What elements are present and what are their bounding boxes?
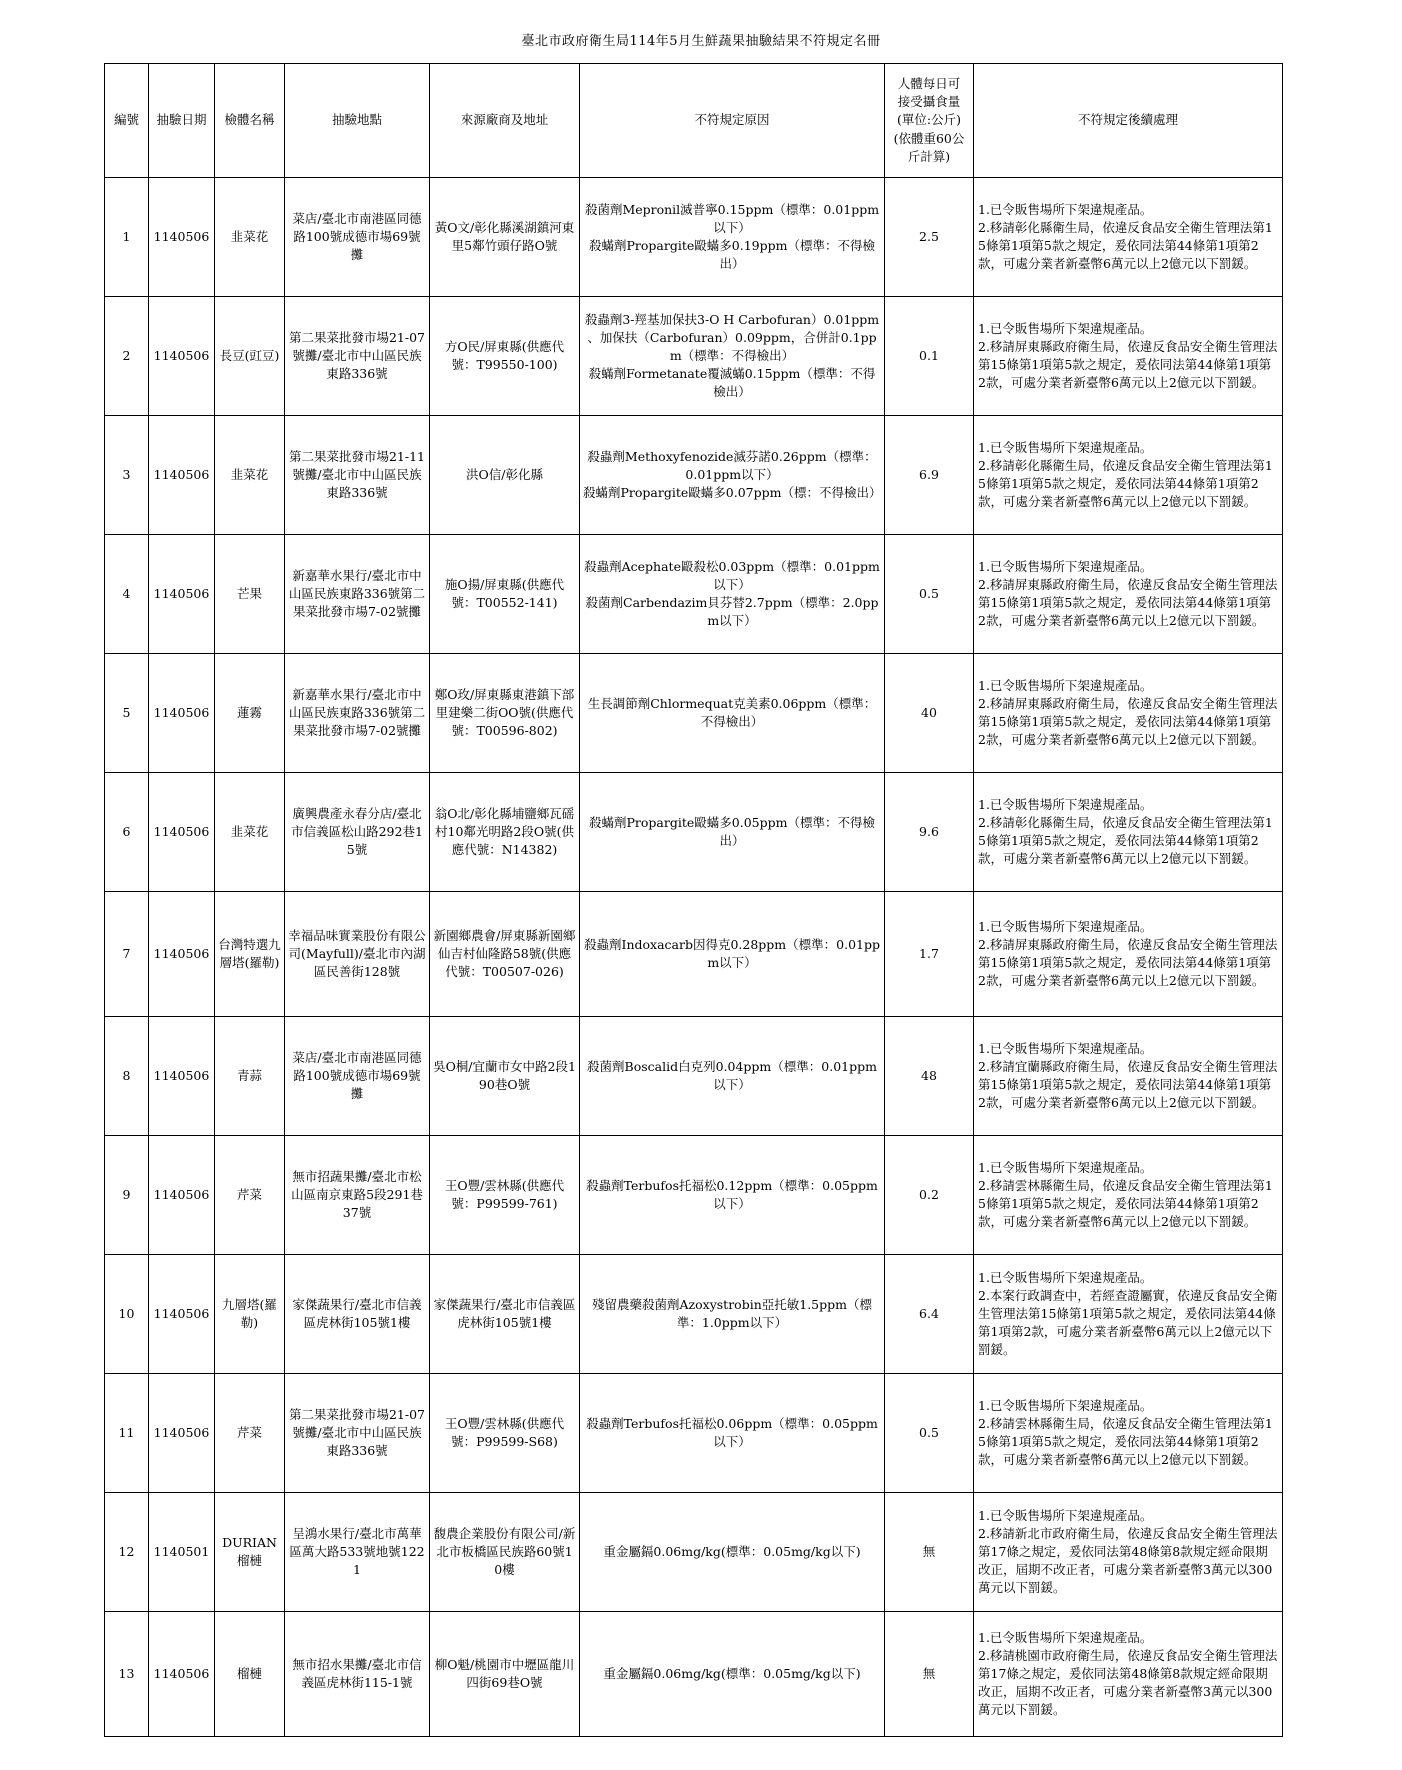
cell-place: 無市招蔬果攤/臺北市松山區南京東路5段291巷37號: [285, 1136, 430, 1255]
cell-no: 11: [105, 1374, 149, 1493]
followup-line: 2.移請宜蘭縣政府衛生局，依違反食品安全衛生管理法第15條第1項第5款之規定，爰依同法第44條第1項第2款，可處分業者新臺幣6萬元以上2億元以下罰鍰。: [978, 1058, 1278, 1111]
cell-source: 施O揚/屏東縣(供應代號：T00552-141): [430, 535, 580, 654]
cell-place: 新嘉華水果行/臺北市中山區民族東路336號第二果菜批發市場7-02號攤: [285, 654, 430, 773]
followup-line: 2.移請彰化縣衛生局，依違反食品安全衛生管理法第15條第1項第5款之規定，爰依同法第44條第1項第2款，可處分業者新臺幣6萬元以上2億元以下罰鍰。: [978, 219, 1273, 272]
table-row: [105, 1255, 1283, 1374]
cell-source: 王O豐/雲林縣(供應代號：P99599-S68): [430, 1374, 580, 1493]
followup-line: 1.已令販售場所下架違規產品。: [978, 1159, 1153, 1175]
header-intake-line: 接受攝食量: [897, 94, 961, 110]
cell-name: 芹菜: [215, 1374, 285, 1493]
followup-line: 1.已令販售場所下架違規產品。: [978, 201, 1153, 217]
followup-line: 2.移請彰化縣衛生局，依違反食品安全衛生管理法第15條第1項第5款之規定，爰依同法第44條第1項第2款，可處分業者新臺幣6萬元以上2億元以下罰鍰。: [978, 457, 1273, 510]
table-row: [105, 416, 1283, 535]
cell-intake: 0.5: [885, 535, 974, 654]
reason-line: 生長調節劑Chlormequat克美素0.06ppm（標準：不得檢出）: [587, 695, 877, 729]
cell-date: 1140506: [149, 654, 215, 773]
cell-name: 青蒜: [215, 1017, 285, 1136]
cell-date: 1140506: [149, 1017, 215, 1136]
cell-date: 1140506: [149, 416, 215, 535]
cell-no: 8: [105, 1017, 149, 1136]
cell-source: 王O豐/雲林縣(供應代號：P99599-761): [430, 1136, 580, 1255]
cell-source: 洪O信/彰化縣: [430, 416, 580, 535]
cell-intake: 0.5: [885, 1374, 974, 1493]
table-row: [105, 1136, 1283, 1255]
cell-name: 九層塔(羅勒): [215, 1255, 285, 1374]
header-intake: [885, 64, 974, 178]
cell-followup: [974, 654, 1283, 773]
cell-source: 吳O桐/宜蘭市女中路2段190巷O號: [430, 1017, 580, 1136]
cell-reason: [580, 1136, 885, 1255]
cell-intake: 1.7: [885, 892, 974, 1017]
cell-reason: [580, 1493, 885, 1612]
followup-line: 1.已令販售場所下架違規產品。: [978, 1507, 1153, 1523]
results-table: [104, 63, 1283, 1737]
cell-place: 第二果菜批發市場21-11號攤/臺北市中山區民族東路336號: [285, 416, 430, 535]
cell-followup: [974, 1136, 1283, 1255]
cell-intake: 0.2: [885, 1136, 974, 1255]
table-row: [105, 1493, 1283, 1612]
reason-line: 殺蟲劑Methoxyfenozide滅芬諾0.26ppm（標準：0.01ppm以下）: [587, 448, 877, 482]
followup-line: 2.本案行政調查中，若經查證屬實，依違反食品安全衛生管理法第15條第1項第5款之規定，爰依同法第44條第1項第2款，可處分業者新臺幣6萬元以上2億元以下罰鍰。: [978, 1287, 1278, 1358]
cell-date: 1140506: [149, 773, 215, 892]
reason-line: 殺蟎劑Propargite毆蟎多0.05ppm（標準：不得檢出）: [589, 814, 875, 848]
cell-place: 新嘉華水果行/臺北市中山區民族東路336號第二果菜批發市場7-02號攤: [285, 535, 430, 654]
cell-followup: [974, 1612, 1283, 1737]
followup-line: 1.已令販售場所下架違規產品。: [978, 1040, 1153, 1056]
cell-name: 長豆(豇豆): [215, 297, 285, 416]
cell-intake: 9.6: [885, 773, 974, 892]
header-row: [105, 64, 1283, 178]
reason-line: 重金屬鎘0.06mg/kg(標準：0.05mg/kg以下): [603, 1665, 861, 1681]
cell-reason: [580, 654, 885, 773]
cell-date: 1140506: [149, 178, 215, 297]
cell-date: 1140506: [149, 892, 215, 1017]
cell-reason: [580, 297, 885, 416]
cell-date: 1140506: [149, 1612, 215, 1737]
table-row: [105, 892, 1283, 1017]
cell-source: 鄭O玫/屏東縣東港鎮下部里建樂二街OO號(供應代號：T00596-802): [430, 654, 580, 773]
reason-line: 殺蟲劑Terbufos托福松0.12ppm（標準：0.05ppm以下）: [586, 1177, 878, 1211]
cell-place: 第二果菜批發市場21-07號攤/臺北市中山區民族東路336號: [285, 297, 430, 416]
followup-line: 1.已令販售場所下架違規產品。: [978, 796, 1153, 812]
table-row: [105, 297, 1283, 416]
cell-source: 柳O魁/桃園市中壢區龍川四街69巷O號: [430, 1612, 580, 1737]
cell-followup: [974, 297, 1283, 416]
cell-reason: [580, 773, 885, 892]
cell-source: 馥農企業股份有限公司/新北市板橋區民族路60號10樓: [430, 1493, 580, 1612]
cell-name: 蓮霧: [215, 654, 285, 773]
followup-line: 2.移請彰化縣衛生局，依違反食品安全衛生管理法第15條第1項第5款之規定，爰依同法第44條第1項第2款，可處分業者新臺幣6萬元以上2億元以下罰鍰。: [978, 814, 1273, 867]
cell-date: 1140506: [149, 297, 215, 416]
cell-followup: [974, 1255, 1283, 1374]
followup-line: 2.移請屏東縣政府衛生局，依違反食品安全衛生管理法第15條第1項第5款之規定，爰依同法第44條第1項第2款，可處分業者新臺幣6萬元以上2億元以下罰鍰。: [978, 695, 1278, 748]
header-intake-line: (依體重60公: [893, 130, 965, 146]
followup-line: 2.移請屏東縣政府衛生局，依違反食品安全衛生管理法第15條第1項第5款之規定，爰依同法第44條第1項第2款，可處分業者新臺幣6萬元以上2億元以下罰鍰。: [978, 576, 1278, 629]
table-row: [105, 535, 1283, 654]
cell-followup: [974, 178, 1283, 297]
cell-date: 1140506: [149, 1374, 215, 1493]
cell-no: 3: [105, 416, 149, 535]
reason-line: 殺蟲劑Terbufos托福松0.06ppm（標準：0.05ppm以下）: [586, 1415, 878, 1449]
followup-line: 1.已令販售場所下架違規產品。: [978, 558, 1153, 574]
cell-place: 幸福品味實業股份有限公司(Mayfull)/臺北市內湖區民善街128號: [285, 892, 430, 1017]
header-date: 抽驗日期: [149, 64, 215, 178]
cell-no: 9: [105, 1136, 149, 1255]
header-source: 來源廠商及地址: [430, 64, 580, 178]
cell-intake: 6.4: [885, 1255, 974, 1374]
cell-followup: [974, 535, 1283, 654]
cell-reason: [580, 1374, 885, 1493]
cell-reason: [580, 416, 885, 535]
table-row: [105, 178, 1283, 297]
cell-date: 1140501: [149, 1493, 215, 1612]
cell-place: 第二果菜批發市場21-07號攤/臺北市中山區民族東路336號: [285, 1374, 430, 1493]
header-intake-line: (單位:公斤): [897, 112, 961, 128]
cell-place: 菜店/臺北市南港區同德路100號成德市場69號攤: [285, 178, 430, 297]
cell-source: 方O民/屏東縣(供應代號：T99550-100): [430, 297, 580, 416]
cell-name: 台灣特選九層塔(羅勒): [215, 892, 285, 1017]
reason-line: 殺菌劑Mepronil滅普寧0.15ppm（標準：0.01ppm以下）: [584, 201, 880, 235]
cell-intake: 2.5: [885, 178, 974, 297]
header-place: 抽驗地點: [285, 64, 430, 178]
reason-line: 殺蟲劑Acephate毆殺松0.03ppm（標準：0.01ppm以下）: [584, 558, 880, 592]
followup-line: 1.已令販售場所下架違規產品。: [978, 320, 1153, 336]
cell-no: 5: [105, 654, 149, 773]
reason-line: 殺蟎劑Propargite毆蟎多0.19ppm（標準：不得檢出）: [589, 238, 875, 272]
header-reason: 不符規定原因: [580, 64, 885, 178]
cell-followup: [974, 1017, 1283, 1136]
reason-line: 殺菌劑Carbendazim貝芬替2.7ppm（標準：2.0ppm以下）: [585, 595, 879, 629]
cell-date: 1140506: [149, 1136, 215, 1255]
cell-date: 1140506: [149, 1255, 215, 1374]
cell-reason: [580, 535, 885, 654]
table-row: [105, 1612, 1283, 1737]
cell-followup: [974, 416, 1283, 535]
cell-no: 6: [105, 773, 149, 892]
cell-name: 韭菜花: [215, 178, 285, 297]
cell-followup: [974, 892, 1283, 1017]
cell-intake: 48: [885, 1017, 974, 1136]
cell-place: 廣興農產永春分店/臺北市信義區松山路292巷15號: [285, 773, 430, 892]
cell-name: 芒果: [215, 535, 285, 654]
cell-date: 1140506: [149, 535, 215, 654]
cell-no: 1: [105, 178, 149, 297]
followup-line: 2.移請新北市政府衛生局，依違反食品安全衛生管理法第17條之規定，爰依同法第48條第8款規定經命限期改正，屆期不改正者，可處分業者新臺幣3萬元以300萬元以下罰鍰。: [978, 1525, 1278, 1596]
reason-line: 殺蟎劑Formetanate覆滅蟎0.15ppm（標準：不得檢出）: [588, 366, 876, 400]
header-no: 編號: [105, 64, 149, 178]
cell-no: 4: [105, 535, 149, 654]
cell-reason: [580, 1255, 885, 1374]
cell-followup: [974, 1493, 1283, 1612]
cell-source: 黃O文/彰化縣溪湖鎮河東里5鄰竹頭仔路O號: [430, 178, 580, 297]
header-intake-line: 斤計算): [907, 148, 951, 164]
table-body: [105, 178, 1283, 1737]
followup-line: 2.移請屏東縣政府衛生局，依違反食品安全衛生管理法第15條第1項第5款之規定，爰依同法第44條第1項第2款，可處分業者新臺幣6萬元以上2億元以下罰鍰。: [978, 338, 1278, 391]
document-title: 臺北市政府衛生局114年5月生鮮蔬果抽驗結果不符規定名冊: [521, 34, 881, 49]
cell-no: 12: [105, 1493, 149, 1612]
followup-line: 1.已令販售場所下架違規產品。: [978, 1269, 1153, 1285]
cell-no: 7: [105, 892, 149, 1017]
cell-followup: [974, 1374, 1283, 1493]
cell-place: 菜店/臺北市南港區同德路100號成德市場69號攤: [285, 1017, 430, 1136]
cell-no: 2: [105, 297, 149, 416]
cell-no: 10: [105, 1255, 149, 1374]
cell-intake: 0.1: [885, 297, 974, 416]
table-row: [105, 1374, 1283, 1493]
cell-reason: [580, 892, 885, 1017]
cell-source: 新園鄉農會/屏東縣新園鄉仙吉村仙隆路58號(供應代號：T00507-026): [430, 892, 580, 1017]
followup-line: 1.已令販售場所下架違規產品。: [978, 918, 1153, 934]
reason-line: 殺蟲劑Indoxacarb因得克0.28ppm（標準：0.01ppm以下）: [584, 936, 880, 970]
followup-line: 2.移請雲林縣衛生局，依違反食品安全衛生管理法第15條第1項第5款之規定，爰依同法第44條第1項第2款，可處分業者新臺幣6萬元以上2億元以下罰鍰。: [978, 1415, 1273, 1468]
cell-intake: 6.9: [885, 416, 974, 535]
reason-line: 殺菌劑Boscalid白克列0.04ppm（標準：0.01ppm以下）: [587, 1058, 877, 1092]
followup-line: 1.已令販售場所下架違規產品。: [978, 1629, 1153, 1645]
cell-name: DURIAN榴槤: [215, 1493, 285, 1612]
cell-place: 家傑蔬果行/臺北市信義區虎林街105號1樓: [285, 1255, 430, 1374]
cell-name: 芹菜: [215, 1136, 285, 1255]
followup-line: 2.移請屏東縣政府衛生局，依違反食品安全衛生管理法第15條第1項第5款之規定，爰依同法第44條第1項第2款，可處分業者新臺幣6萬元以上2億元以下罰鍰。: [978, 936, 1278, 989]
cell-name: 榴槤: [215, 1612, 285, 1737]
cell-place: 無市招水果攤/臺北市信義區虎林街115-1號: [285, 1612, 430, 1737]
reason-line: 重金屬鎘0.06mg/kg(標準：0.05mg/kg以下): [603, 1543, 861, 1559]
reason-line: 殺蟎劑Propargite毆蟎多0.07ppm（標：不得檢出）: [583, 485, 882, 501]
cell-reason: [580, 1612, 885, 1737]
followup-line: 2.移請桃園市政府衛生局，依違反食品安全衛生管理法第17條之規定，爰依同法第48條第8款規定經命限期改正，屆期不改正者，可處分業者新臺幣3萬元以300萬元以下罰鍰。: [978, 1647, 1278, 1718]
followup-line: 2.移請雲林縣衛生局，依違反食品安全衛生管理法第15條第1項第5款之規定，爰依同法第44條第1項第2款，可處分業者新臺幣6萬元以上2億元以下罰鍰。: [978, 1177, 1273, 1230]
table-row: [105, 773, 1283, 892]
table-row: [105, 654, 1283, 773]
header-name: 檢體名稱: [215, 64, 285, 178]
followup-line: 1.已令販售場所下架違規產品。: [978, 1397, 1153, 1413]
cell-reason: [580, 1017, 885, 1136]
cell-followup: [974, 773, 1283, 892]
cell-no: 13: [105, 1612, 149, 1737]
header-intake-line: 人體每日可: [897, 76, 961, 92]
cell-reason: [580, 178, 885, 297]
table-row: [105, 1017, 1283, 1136]
cell-place: 呈鴻水果行/臺北市萬華區萬大路533號地號1221: [285, 1493, 430, 1612]
cell-intake: 無: [885, 1612, 974, 1737]
cell-intake: 無: [885, 1493, 974, 1612]
cell-intake: 40: [885, 654, 974, 773]
followup-line: 1.已令販售場所下架違規產品。: [978, 439, 1153, 455]
reason-line: 殺蟲劑3-羥基加保扶3-O H Carbofuran）0.01ppm 、加保扶（Carbofuran）0.09ppm，合併計0.1ppm（標準：不得檢出）: [584, 311, 880, 363]
header-followup: 不符規定後續處理: [974, 64, 1283, 178]
followup-line: 1.已令販售場所下架違規產品。: [978, 677, 1153, 693]
cell-name: 韭菜花: [215, 773, 285, 892]
cell-source: 家傑蔬果行/臺北市信義區虎林街105號1樓: [430, 1255, 580, 1374]
cell-name: 韭菜花: [215, 416, 285, 535]
cell-source: 翁O北/彰化縣埔鹽鄉瓦磘村10鄰光明路2段O號(供應代號：N14382): [430, 773, 580, 892]
reason-line: 殘留農藥殺菌劑Azoxystrobin亞托敏1.5ppm（標準：1.0ppm以下）: [592, 1296, 872, 1330]
